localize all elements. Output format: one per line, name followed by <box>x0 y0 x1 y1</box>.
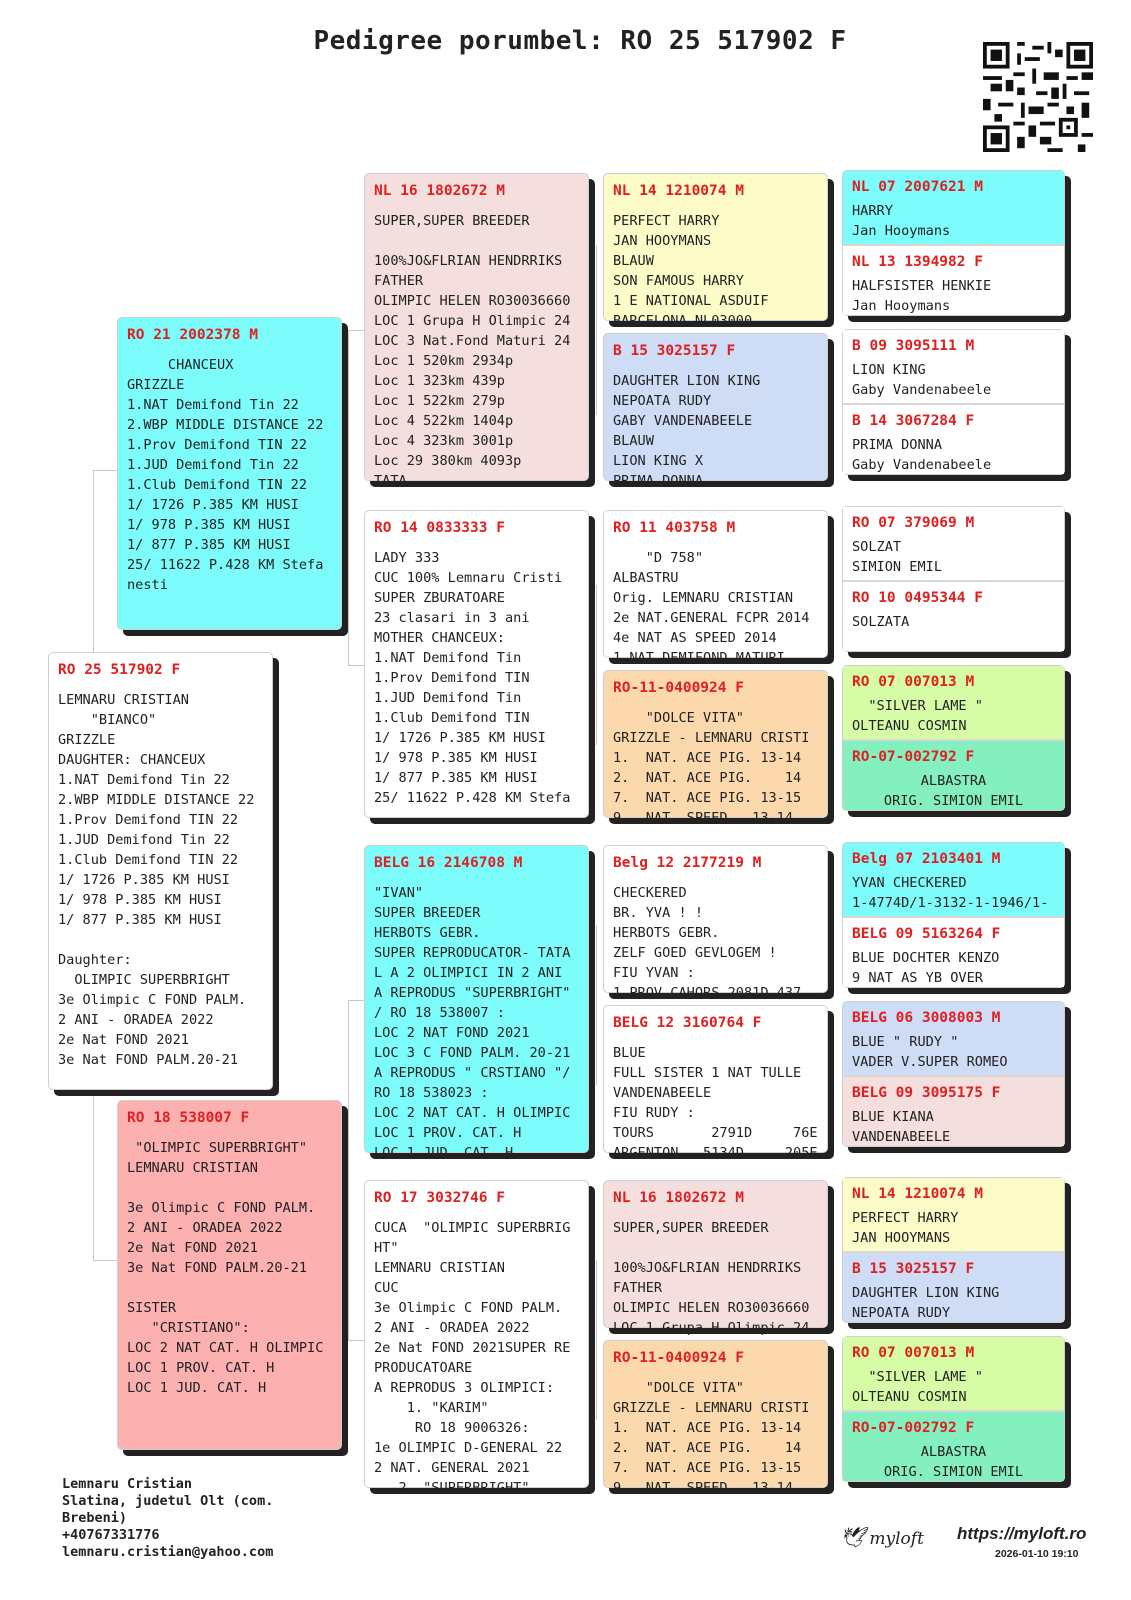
bird-details: SOLZAT SIMION EMIL <box>852 539 943 575</box>
bird-details: SUPER,SUPER BREEDER 100%JO&FLRIAN HENDRRIKS FATHER OLIMPIC HELEN RO30036660 LOC 1 Grupa H Olimpic 24 LOC 3 Nat.Fond Maturi 24 Loc 1 520km 2934p Loc 1 323km 439p Loc 1 522km 279p Loc 4 522km 1404p Loc 4 323km 3001p Loc 29 380km 4093p TATA <box>374 213 571 489</box>
pedigree-card-gen3-6[interactable] <box>603 1005 828 1161</box>
pedigree-card-gen3-1[interactable] <box>603 173 828 329</box>
pedigree-card-gen3-8[interactable] <box>603 1340 828 1496</box>
pedigree-card-gen4-16[interactable] <box>843 1410 1064 1481</box>
ring-number: BELG 16 2146708 M <box>374 855 523 871</box>
pedigree-card-gen4-4[interactable] <box>843 403 1064 474</box>
pedigree-card-gen4-12[interactable] <box>843 1075 1064 1146</box>
pedigree-card-subject[interactable] <box>48 652 273 1090</box>
pedigree-card-mother-father[interactable] <box>364 845 589 1161</box>
pedigree-card-father[interactable] <box>117 317 342 630</box>
bird-details: SOLZATA <box>852 614 910 630</box>
ring-number: Belg 12 2177219 M <box>613 855 762 871</box>
pedigree-card-gen4-group-3 <box>842 506 1065 652</box>
bird-details: YVAN CHECKERED 1-4774D/1-3132-1-1946/1- <box>852 875 1049 911</box>
pedigree-card-gen4-1[interactable] <box>843 171 1064 244</box>
pedigree-card-gen4-5[interactable] <box>843 507 1064 580</box>
pedigree-card-gen4-14[interactable] <box>843 1251 1064 1322</box>
ring-number: NL 16 1802672 M <box>374 183 505 199</box>
ring-number: NL 14 1210074 M <box>613 183 744 199</box>
bird-icon: 🕊 <box>840 1525 866 1549</box>
bird-details: LADY 333 CUC 100% Lemnaru Cristi SUPER ZBURATOARE 23 clasari in 3 ani MOTHER CHANCEUX: 1.NAT Demifond Tin 1.Prov Demifond TIN 1.JUD Demifond Tin 1.Club Demifond TIN 1/ 1726 P.385 KM HUSI 1/ 978 P.385 KM HUSI 1/ 877 P.385 KM HUSI 25/ 11622 P.428 KM Stefa <box>374 550 571 806</box>
bird-details: "SILVER LAME " OLTEANU COSMIN <box>852 698 983 734</box>
ring-number: NL 07 2007621 M <box>852 179 983 195</box>
pedigree-card-gen3-3[interactable] <box>603 510 828 666</box>
pedigree-card-gen4-7[interactable] <box>843 666 1064 739</box>
bird-details: LEMNARU CRISTIAN "BIANCO" GRIZZLE DAUGHTER: CHANCEUX 1.NAT Demifond Tin 22 2.WBP MIDDLE DISTANCE 22 1.Prov Demifond TIN 22 1.JUD Demifond Tin 22 1.Club Demifond TIN 22 1/ 1726 P.385 KM HUSI 1/ 978 P.385 KM HUSI 1/ 877 P.385 KM HUSI Daughter: OLIMPIC SUPERBRIGHT 3e Olimpic C FOND PALM. 2 ANI - ORADEA 2022 2e Nat FOND 2021 3e Nat FOND PALM.20-21 <box>58 692 255 1068</box>
bird-details: "DOLCE VITA" GRIZZLE - LEMNARU CRISTI 1. NAT. ACE PIG. 13-14 2. NAT. ACE PIG. 14 7. NAT. ACE PIG. 13-15 9. NAT. SPEED 13-14 <box>613 710 810 826</box>
ring-number: BELG 09 5163264 F <box>852 926 1001 942</box>
bird-details: CUCA "OLIMPIC SUPERBRIG HT" LEMNARU CRISTIAN CUC 3e Olimpic C FOND PALM. 2 ANI - ORADEA 2022 2e Nat FOND 2021SUPER RE PRODUCATOARE A REPRODUS 3 OLIMPICI: 1. "KARIM" RO 18 9006326: 1e OLIMPIC D-GENERAL 22 2 NAT. GENERAL 2021 2. "SUPERBRIGHT" <box>374 1220 571 1496</box>
logo-text: myloft <box>869 1529 924 1549</box>
ring-number: RO-11-0400924 F <box>613 1350 744 1366</box>
bird-details: "D 758" ALBASTRU Orig. LEMNARU CRISTIAN 2e NAT.GENERAL FCPR 2014 4e NAT AS SPEED 2014 1 NAT DEMIFOND MATURI <box>613 550 810 666</box>
bird-details: DAUGHTER LION KING NEPOATA RUDY <box>852 1285 1000 1321</box>
ring-number: RO-11-0400924 F <box>613 680 744 696</box>
connector-line <box>596 1260 597 1420</box>
bird-details: DAUGHTER LION KING NEPOATA RUDY GABY VANDENABEELE BLAUW LION KING X PRIMA DONNA <box>613 373 761 489</box>
bird-details: BLUE FULL SISTER 1 NAT TULLE VANDENABEELE FIU RUDY : TOURS 2791D 76E ARGENTON 5134D 205E <box>613 1045 818 1161</box>
bird-details: "SILVER LAME " OLTEANU COSMIN <box>852 1369 983 1405</box>
ring-number: RO-07-002792 F <box>852 1420 975 1436</box>
bird-details: LION KING Gaby Vandenabeele <box>852 362 992 398</box>
bird-details: ALBASTRA ORIG. SIMION EMIL <box>883 773 1024 809</box>
pedigree-card-gen4-2[interactable] <box>843 244 1064 315</box>
connector-line <box>596 925 597 1085</box>
ring-number: RO 10 0495344 F <box>852 590 983 606</box>
pedigree-card-gen4-group-8 <box>842 1336 1065 1482</box>
pedigree-card-gen4-13[interactable] <box>843 1178 1064 1251</box>
bird-details: "IVAN" SUPER BREEDER HERBOTS GEBR. SUPER REPRODUCATOR- TATA L A 2 OLIMPICI IN 2 ANI A REPRODUS "SUPERBRIGHT" / RO 18 538007 : LOC 2 NAT FOND 2021 LOC 3 C FOND PALM. 20-21 A REPRODUS " CRSTIANO "/ RO 18 538023 : LOC 2 NAT CAT. H OLIMPIC LOC 1 PROV. CAT. H LOC 1 JUD. CAT. H <box>374 885 571 1161</box>
connector-line <box>596 245 597 415</box>
ring-number: RO 07 007013 M <box>852 1345 975 1361</box>
ring-number: B 15 3025157 F <box>852 1261 975 1277</box>
pedigree-card-gen4-group-6 <box>842 1001 1065 1147</box>
pedigree-card-gen4-6[interactable] <box>843 580 1064 651</box>
ring-number: BELG 06 3008003 M <box>852 1010 1001 1026</box>
ring-number: B 14 3067284 F <box>852 413 975 429</box>
connector-line <box>348 1000 349 1340</box>
bird-details: SUPER,SUPER BREEDER 100%JO&FLRIAN HENDRRIKS FATHER OLIMPIC HELEN RO30036660 LOC 1 Grupa H Olimpic 24 <box>613 1220 810 1336</box>
ring-number: NL 16 1802672 M <box>613 1190 744 1206</box>
ring-number: RO-07-002792 F <box>852 749 975 765</box>
ring-number: B 09 3095111 M <box>852 338 975 354</box>
myloft-logo <box>840 1525 924 1549</box>
ring-number: BELG 12 3160764 F <box>613 1015 762 1031</box>
bird-details: PERFECT HARRY JAN HOOYMANS <box>852 1210 959 1246</box>
ring-number: RO 21 2002378 M <box>127 327 258 343</box>
bird-details: BLUE DOCHTER KENZO 9 NAT AS YB OVER <box>852 950 1000 986</box>
bird-details: ALBASTRA ORIG. SIMION EMIL <box>883 1444 1024 1480</box>
bird-details: "OLIMPIC SUPERBRIGHT" LEMNARU CRISTIAN 3e Olimpic C FOND PALM. 2 ANI - ORADEA 2022 2e Nat FOND 2021 3e Nat FOND PALM.20-21 SISTER "CRISTIANO": LOC 2 NAT CAT. H OLIMPIC LOC 1 PROV. CAT. H LOC 1 JUD. CAT. H <box>127 1140 324 1396</box>
pedigree-card-gen4-11[interactable] <box>843 1002 1064 1075</box>
pedigree-card-gen4-10[interactable] <box>843 916 1064 987</box>
pedigree-card-gen3-7[interactable] <box>603 1180 828 1336</box>
bird-details: BLUE KIANA VANDENABEELE <box>852 1109 951 1145</box>
bird-details: HARRY Jan Hooymans <box>852 203 951 239</box>
ring-number: RO 07 007013 M <box>852 674 975 690</box>
bird-details: HALFSISTER HENKIE Jan Hooymans <box>852 278 992 314</box>
bird-details: PRIMA DONNA Gaby Vandenabeele <box>852 437 992 473</box>
ring-number: NL 13 1394982 F <box>852 254 983 270</box>
ring-number: RO 25 517902 F <box>58 662 181 678</box>
ring-number: Belg 07 2103401 M <box>852 851 1001 867</box>
qr-code <box>983 42 1093 152</box>
ring-number: RO 18 538007 F <box>127 1110 250 1126</box>
pedigree-card-gen4-group-1 <box>842 170 1065 316</box>
print-date: 2026-01-10 19:10 <box>995 1548 1079 1560</box>
ring-number: RO 17 3032746 F <box>374 1190 505 1206</box>
pedigree-card-gen4-group-7 <box>842 1177 1065 1323</box>
pedigree-card-gen4-group-4 <box>842 665 1065 811</box>
pedigree-card-gen3-2[interactable] <box>603 333 828 489</box>
pedigree-card-gen3-5[interactable] <box>603 845 828 1001</box>
connector-line <box>596 585 597 745</box>
pedigree-card-gen4-15[interactable] <box>843 1337 1064 1410</box>
website-link[interactable]: https://myloft.ro <box>957 1524 1087 1543</box>
pedigree-card-mother[interactable] <box>117 1100 342 1450</box>
ring-number: RO 07 379069 M <box>852 515 975 531</box>
bird-details: CHANCEUX GRIZZLE 1.NAT Demifond Tin 22 2.WBP MIDDLE DISTANCE 22 1.Prov Demifond TIN 22 1.JUD Demifond Tin 22 1.Club Demifond TIN 22 1/ 1726 P.385 KM HUSI 1/ 978 P.385 KM HUSI 1/ 877 P.385 KM HUSI 25/ 11622 P.428 KM Stefa nesti <box>127 357 324 593</box>
pedigree-card-gen4-9[interactable] <box>843 843 1064 916</box>
pedigree-card-father-mother[interactable] <box>364 510 589 818</box>
pedigree-card-gen4-group-2 <box>842 329 1065 475</box>
connector-line <box>348 330 349 665</box>
ring-number: RO 11 403758 M <box>613 520 736 536</box>
ring-number: RO 14 0833333 F <box>374 520 505 536</box>
ring-number: B 15 3025157 F <box>613 343 736 359</box>
bird-details: PERFECT HARRY JAN HOOYMANS BLAUW SON FAMOUS HARRY 1 E NATIONAL ASDUIF BARCELONA NL03000 <box>613 213 769 329</box>
ring-number: BELG 09 3095175 F <box>852 1085 1001 1101</box>
pedigree-card-gen4-3[interactable] <box>843 330 1064 403</box>
bird-details: "DOLCE VITA" GRIZZLE - LEMNARU CRISTI 1. NAT. ACE PIG. 13-14 2. NAT. ACE PIG. 14 7. NAT. ACE PIG. 13-15 9. NAT. SPEED 13-14 <box>613 1380 810 1496</box>
pedigree-card-mother-mother[interactable] <box>364 1180 589 1496</box>
pedigree-card-gen3-4[interactable] <box>603 670 828 826</box>
page-title: Pedigree porumbel: RO 25 517902 F <box>313 26 847 56</box>
owner-contact: Lemnaru Cristian Slatina, judetul Olt (com. Brebeni) +40767331776 lemnaru.cristian@yahoo.com <box>62 1476 274 1560</box>
pedigree-card-gen4-8[interactable] <box>843 739 1064 810</box>
ring-number: NL 14 1210074 M <box>852 1186 983 1202</box>
pedigree-card-gen4-group-5 <box>842 842 1065 988</box>
bird-details: BLUE " RUDY " VADER V.SUPER ROMEO <box>852 1034 1008 1070</box>
pedigree-card-father-father[interactable] <box>364 173 589 489</box>
bird-details: CHECKERED BR. YVA ! ! HERBOTS GEBR. ZELF GOED GEVLOGEM ! FIU YVAN : 1 PROV CAHORS 2081D 437 <box>613 885 802 1001</box>
